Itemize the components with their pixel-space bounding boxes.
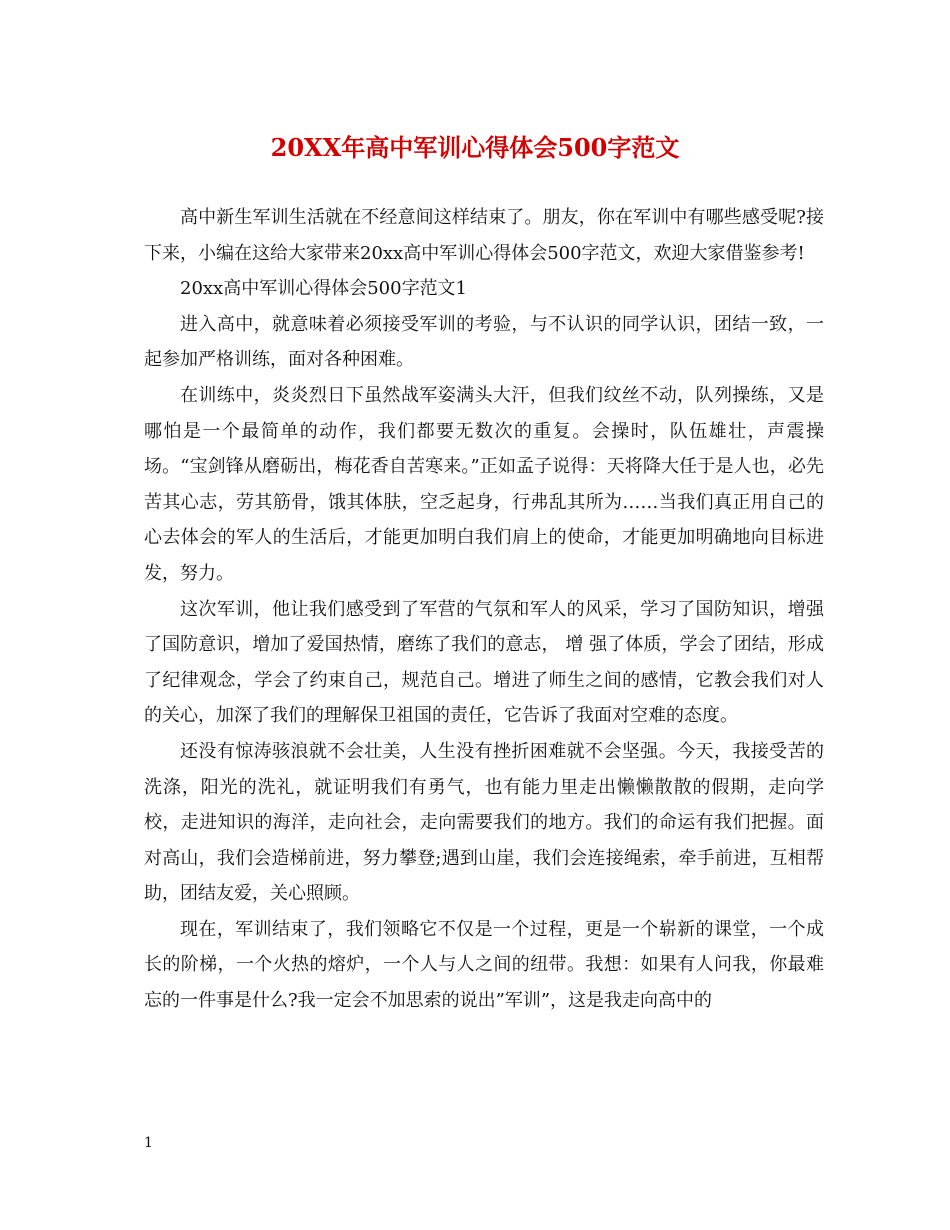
document-title: 20XX年高中军训心得体会500字范文	[270, 133, 680, 162]
paragraph-1: 进入高中，就意味着必须接受军训的考验，与不认识的同学认识，团结一致，一起参加严格训练，面对各种困难。	[144, 313, 824, 371]
paragraph-intro: 高中新生军训生活就在不经意间这样结束了。朋友，你在军训中有哪些感受呢?接下来，小编在这给大家带来20xx高中军训心得体会500字范文，欢迎大家借鉴参考!	[144, 207, 824, 264]
document-body	[144, 200, 824, 1019]
paragraph-5: 现在，军训结束了，我们领略它不仅是一个过程，更是一个崭新的课堂，一个成长的阶梯，一个火热的熔炉，一个人与人之间的纽带。我想：如果有人问我，你最难忘的一件事是什么?我一定会不加思索的说出”军训”，这是我走向高中的	[144, 918, 824, 1012]
paragraph-2: 在训练中，炎炎烈日下虽然战军姿满头大汗，但我们纹丝不动，队列操练，又是哪怕是一个最简单的动作，我们都要无数次的重复。会操时，队伍雄壮，声震操场。“宝剑锋从磨砺出，梅花香自苦寒来。”正如孟子说得：天将降大任于是人也，必先苦其心志，劳其筋骨，饿其体肤，空乏起身，行弗乱其所为……当我们真正用自己的心去体会的军人的生活后，才能更加明白我们肩上的使命，才能更加明确地向目标进发，努力。	[144, 384, 824, 584]
page-number: 1	[144, 1135, 153, 1151]
paragraph-4: 还没有惊涛骇浪就不会壮美，人生没有挫折困难就不会坚强。今天，我接受苦的洗涤，阳光的洗礼，就证明我们有勇气，也有能力里走出懒懒散散的假期，走向学校，走进知识的海洋，走向社会，走向需要我们的地方。我们的命运有我们把握。面对高山，我们会造梯前进，努力攀登;遇到山崖，我们会连接绳索，牵手前进，互相帮助，团结友爱，关心照顾。	[144, 740, 824, 905]
section-heading: 20xx高中军训心得体会500字范文1	[180, 278, 468, 300]
paragraph-3: 这次军训，他让我们感受到了军营的气氛和军人的风采，学习了国防知识，增强了国防意识，增加了爱国热情，磨练了我们的意志， 增 强了体质，学会了团结，形成了纪律观念，学会了约束自己，规范自己。增进了师生之间的感情，它教会我们对人的关心，加深了我们的理解保卫祖国的责任，它告诉了我面对空难的态度。	[144, 598, 824, 727]
